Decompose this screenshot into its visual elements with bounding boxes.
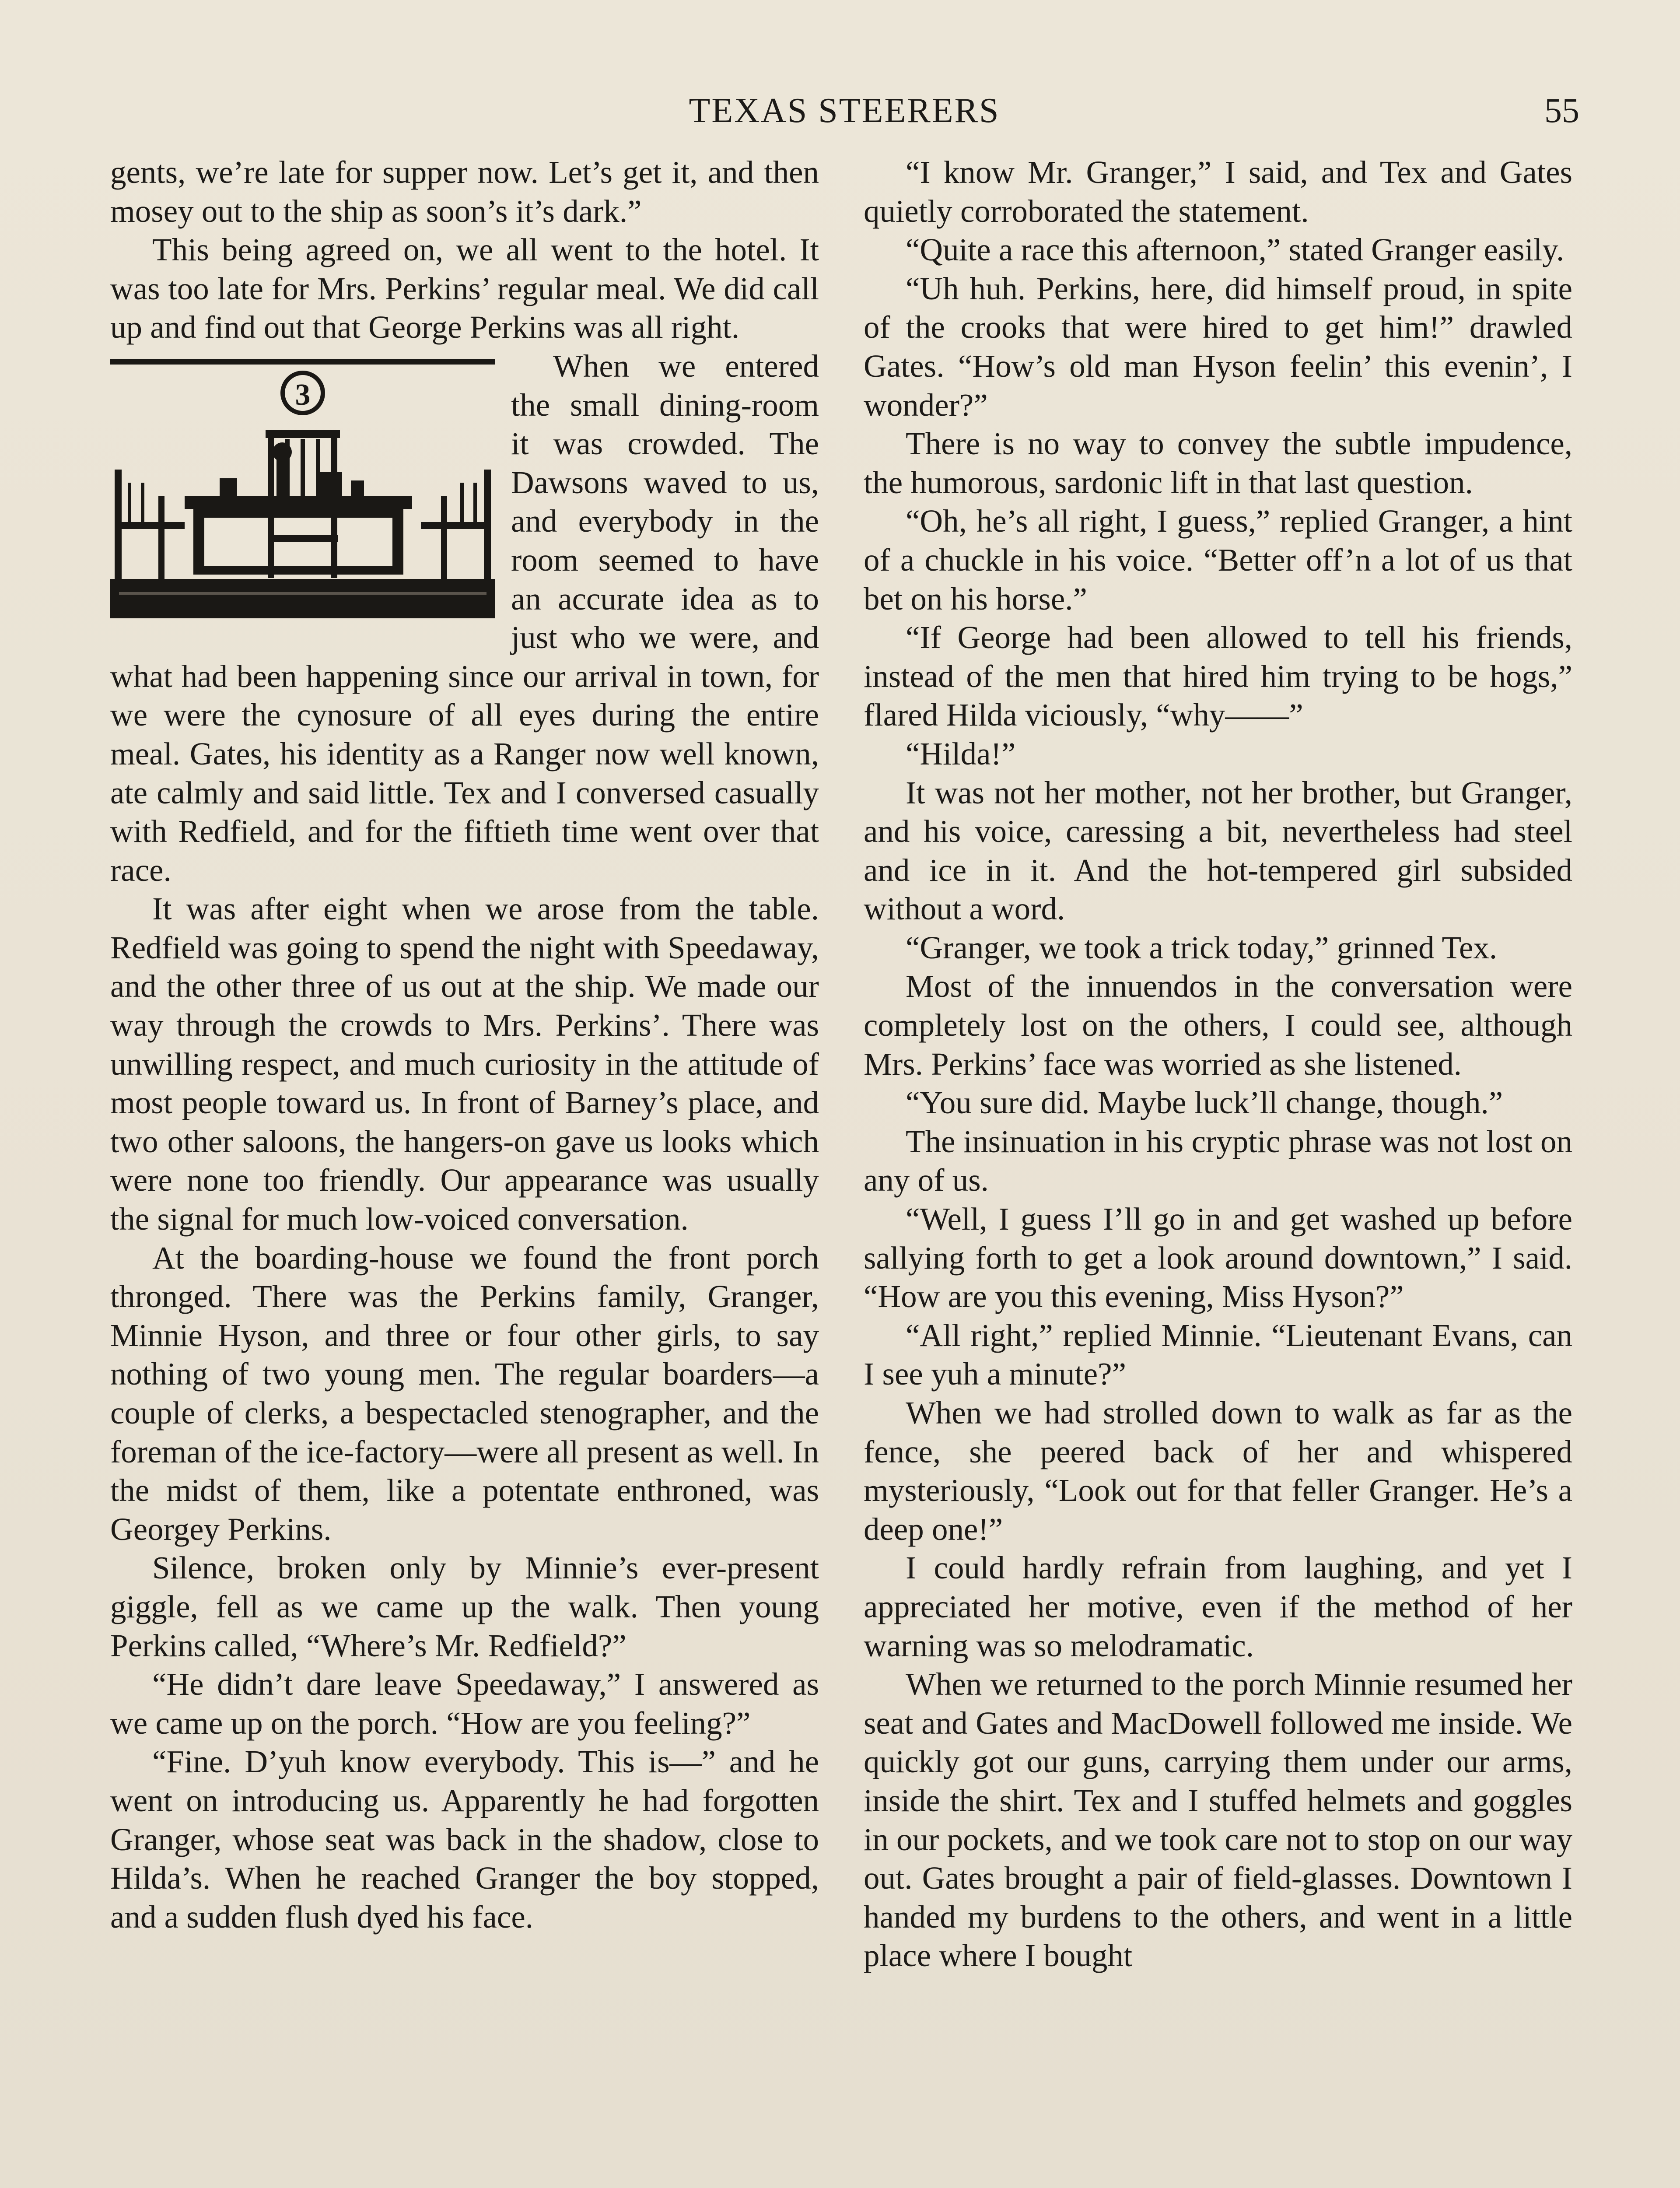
right-paragraph-11: “You sure did. Maybe luck’ll change, though.” xyxy=(906,1085,1503,1121)
medallion-numeral: 3 xyxy=(295,378,311,412)
right-paragraph-13: “Well, I guess I’ll go in and get washed up before sallying forth to get a look around downtown,” I said. “How are you this evening, Miss Hyson?” xyxy=(864,1201,1572,1315)
running-title: TEXAS STEERERS xyxy=(689,91,1000,130)
right-paragraph-12: The insinuation in his cryptic phrase was not lost on any of us. xyxy=(864,1123,1572,1198)
right-paragraph-15: When we had strolled down to walk as far as the fence, she peered back of her and whispered mysteriously, “Look out for that feller Granger. He’s a deep one!” xyxy=(864,1395,1572,1547)
right-paragraph-5: “Oh, he’s all right, I guess,” replied Granger, a hint of a chuckle in his voice. “Better off’n a lot of us that bet on his horse.” xyxy=(864,503,1572,617)
right-paragraph-10: Most of the innuendos in the conversation were completely lost on the others, I could see, although Mrs. Perkins’ face was worried as she listened. xyxy=(864,968,1572,1082)
right-paragraph-9: “Granger, we took a trick today,” grinned Tex. xyxy=(906,929,1498,965)
left-paragraph-6: Silence, broken only by Minnie’s ever-present giggle, fell as we came up the walk. Then young Perkins called, “Where’s Mr. Redfield?” xyxy=(110,1550,819,1663)
right-paragraph-16: I could hardly refrain from laughing, and yet I appreciated her motive, even if the method of her warning was so melodramatic. xyxy=(864,1550,1572,1663)
left-paragraph-1: gents, we’re late for supper now. Let’s get it, and then mosey out to the ship as soon’s it’s dark.” xyxy=(110,154,819,229)
right-paragraph-2: “Quite a race this afternoon,” stated Granger easily. xyxy=(906,232,1564,268)
right-paragraph-6: “If George had been allowed to tell his friends, instead of the men that hired him trying to be hogs,” flared Hilda viciously, “why——” xyxy=(864,620,1572,733)
left-paragraph-3: When we entered the small dining-room it was crowded. The Dawsons waved to us, and everybody in the room seemed to have an accurate idea as to just who we were, and what had been happening since our arrival in town, for we were the cynosure of all eyes during the entire meal. Gates, his identity as a Ranger now well known, ate calmly and said little. Tex and I conversed casually with Redfield, and for the fiftieth time went over that race. xyxy=(110,348,819,888)
left-paragraph-7: “He didn’t dare leave Speedaway,” I answered as we came up on the porch. “How are you feeling?” xyxy=(110,1666,819,1741)
dining-table-illustration-icon xyxy=(110,351,495,623)
left-column xyxy=(110,153,819,1936)
left-paragraph-5: At the boarding-house we found the front porch thronged. There was the Perkins family, Granger, Minnie Hyson, and three or four other girls, to say nothing of two young men. The regular boarders—a couple of clerks, a bespectacled stenographer, and the foreman of the ice-factory—were all present as well. In the midst of them, like a potentate enthroned, was Georgey Perkins. xyxy=(110,1240,819,1547)
left-paragraph-8: “Fine. D’yuh know everybody. This is—” and he went on introducing us. Apparently he had forgotten Granger, whose seat was back in the shadow, close to Hilda’s. When he reached Granger the boy stopped, and a sudden flush dyed his face. xyxy=(110,1744,819,1935)
left-paragraph-4: It was after eight when we arose from the table. Redfield was going to spend the night with Speedaway, and the other three of us out at the ship. We made our way through the crowds to Mrs. Perkins’. There was unwilling respect, and much curiosity in the attitude of most people toward us. In front of Barney’s place, and two other saloons, the hangers-on gave us looks which were none too friendly. Our appearance was usually the signal for much low-voiced conversation. xyxy=(110,891,819,1237)
right-paragraph-14: “All right,” replied Minnie. “Lieutenant Evans, can I see yuh a minute?” xyxy=(864,1317,1572,1392)
right-paragraph-17: When we returned to the porch Minnie resumed her seat and Gates and MacDowell followed me inside. We quickly got our guns, carrying them under our arms, inside the shirt. Tex and I stuffed helmets and goggles in our pockets, and we took care not to stop on our way out. Gates brought a pair of field-glasses. Downtown I handed my burdens to the others, and went in a little place where I bought xyxy=(864,1666,1572,1974)
right-paragraph-8: It was not her mother, not her brother, but Granger, and his voice, caressing a bit, nevertheless had steel and ice in it. And the hot-tempered girl subsided without a word. xyxy=(864,775,1572,927)
right-paragraph-7: “Hilda!” xyxy=(906,736,1016,771)
left-paragraph-2: This being agreed on, we all went to the hotel. It was too late for Mrs. Perkins’ regular meal. We did call up and find out that George Perkins was all right. xyxy=(110,232,819,345)
left-paragraph-3-wrapper xyxy=(110,347,819,890)
page-number: 55 xyxy=(1544,91,1579,130)
right-paragraph-3: “Uh huh. Perkins, here, did himself proud, in spite of the crooks that were hired to get him!” drawled Gates. “How’s old man Hyson feelin’ this evenin’, I wonder?” xyxy=(864,270,1572,423)
dining-table-svg xyxy=(110,351,495,623)
right-column xyxy=(864,153,1572,1975)
right-paragraph-1: “I know Mr. Granger,” I said, and Tex and Gates quietly corroborated the statement. xyxy=(864,154,1572,229)
right-paragraph-4: There is no way to convey the subtle impudence, the humorous, sardonic lift in that last question. xyxy=(864,426,1572,500)
